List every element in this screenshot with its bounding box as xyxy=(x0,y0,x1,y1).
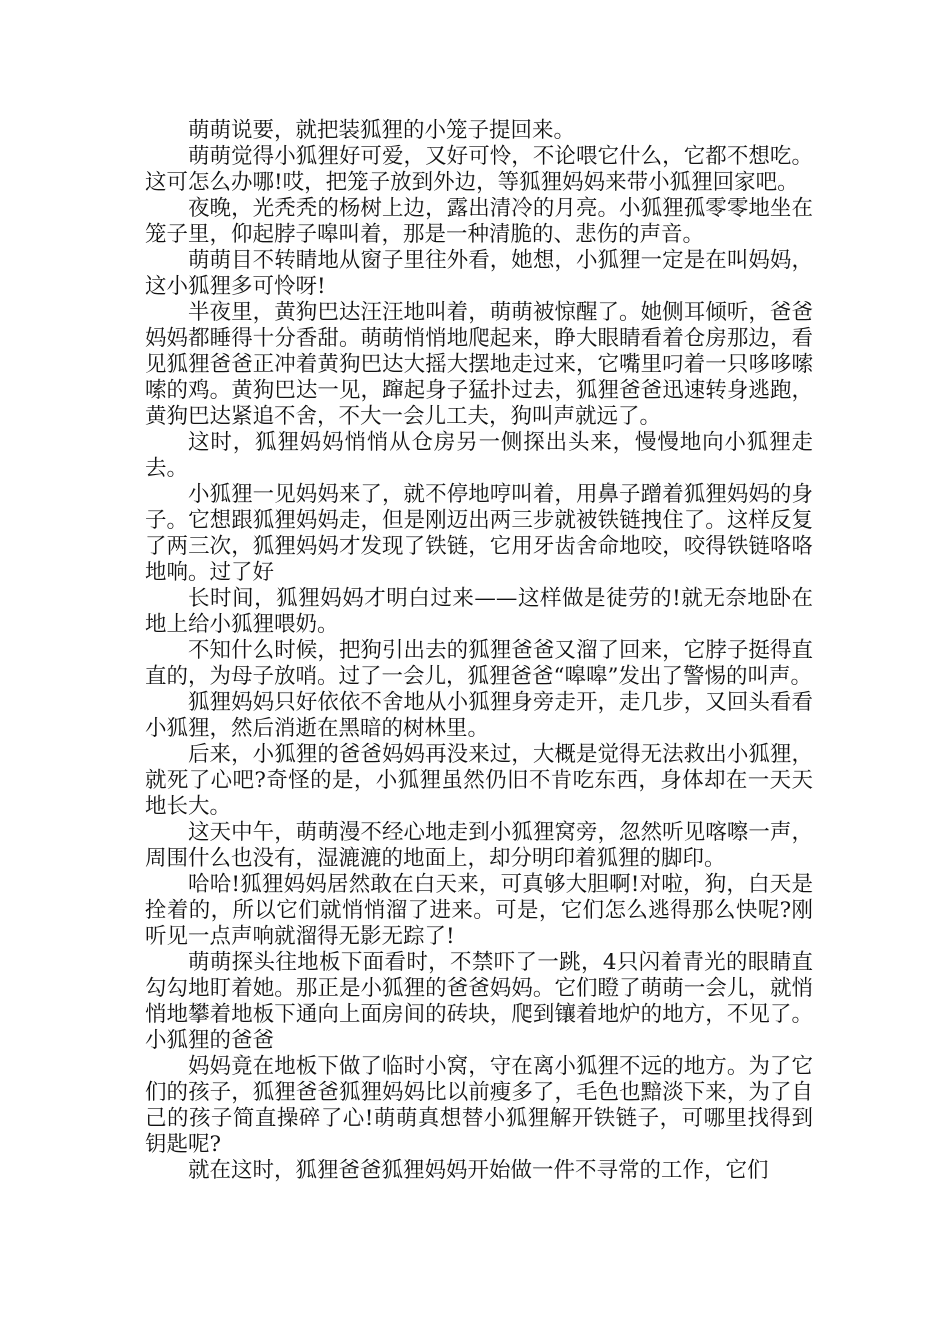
paragraph: 夜晚，光秃秃的杨树上边，露出清冷的月亮。小狐狸孤零零地坐在笼子里，仰起脖子嗥叫着，那是一种清脆的、悲伤的声音。 xyxy=(145,196,813,247)
paragraph: 萌萌说要，就把装狐狸的小笼子提回来。 xyxy=(188,118,576,143)
paragraph: 后来，小狐狸的爸爸妈妈再没来过，大概是觉得无法救出小狐狸，就死了心吧?奇怪的是，小狐狸虽然仍旧不肯吃东西，身体却在一天天地长大。 xyxy=(145,742,813,819)
paragraph: 萌萌探头往地板下面看时，不禁吓了一跳，4只闪着青光的眼睛直勾勾地盯着她。那正是小狐狸的爸爸妈妈。它们瞪了萌萌一会儿，就悄悄地攀着地板下通向上面房间的砖块，爬到镶着地炉的地方，不见了。小狐狸的爸爸 xyxy=(145,950,813,1053)
paragraph: 长时间，狐狸妈妈才明白过来——这样做是徒劳的!就无奈地卧在地上给小狐狸喂奶。 xyxy=(145,586,813,637)
paragraph: 小狐狸一见妈妈来了，就不停地哼叫着，用鼻子蹭着狐狸妈妈的身子。它想跟狐狸妈妈走，但是刚迈出两三步就被铁链拽住了。这样反复了两三次，狐狸妈妈才发现了铁链，它用牙齿舍命地咬，咬得铁链咯咯地响。过了好 xyxy=(145,482,813,585)
paragraph: 就在这时，狐狸爸爸狐狸妈妈开始做一件不寻常的工作，它们 xyxy=(188,1158,769,1183)
paragraph: 哈哈!狐狸妈妈居然敢在白天来，可真够大胆啊!对啦，狗，白天是拴着的，所以它们就悄悄溜了进来。可是，它们怎么逃得那么快呢?刚听见一点声响就溜得无影无踪了! xyxy=(145,872,813,949)
paragraph: 萌萌觉得小狐狸好可爱，又好可怜，不论喂它什么，它都不想吃。这可怎么办哪!哎，把笼子放到外边，等狐狸妈妈来带小狐狸回家吧。 xyxy=(145,144,813,195)
document-page xyxy=(145,118,813,1184)
paragraph: 不知什么时候，把狗引出去的狐狸爸爸又溜了回来，它脖子挺得直直的，为母子放哨。过了一会儿，狐狸爸爸“嗥嗥”发出了警惕的叫声。 xyxy=(145,638,813,689)
paragraph: 萌萌目不转睛地从窗子里往外看，她想，小狐狸一定是在叫妈妈，这小狐狸多可怜呀! xyxy=(145,248,813,299)
paragraph: 狐狸妈妈只好依依不舍地从小狐狸身旁走开，走几步，又回头看看小狐狸，然后消逝在黑暗的树林里。 xyxy=(145,690,813,741)
paragraph: 半夜里，黄狗巴达汪汪地叫着，萌萌被惊醒了。她侧耳倾听，爸爸妈妈都睡得十分香甜。萌萌悄悄地爬起来，睁大眼睛看着仓房那边，看见狐狸爸爸正冲着黄狗巴达大摇大摆地走过来，它嘴里叼着一只哆哆嗦嗦的鸡。黄狗巴达一见，蹿起身子猛扑过去，狐狸爸爸迅速转身逃跑，黄狗巴达紧追不舍，不大一会儿工夫，狗叫声就远了。 xyxy=(145,300,813,429)
paragraph: 这时，狐狸妈妈悄悄从仓房另一侧探出头来，慢慢地向小狐狸走去。 xyxy=(145,430,813,481)
paragraph: 这天中午，萌萌漫不经心地走到小狐狸窝旁，忽然听见喀嚓一声，周围什么也没有，湿漉漉的地面上，却分明印着狐狸的脚印。 xyxy=(145,820,813,871)
paragraph: 妈妈竟在地板下做了临时小窝，守在离小狐狸不远的地方。为了它们的孩子，狐狸爸爸狐狸妈妈比以前瘦多了，毛色也黯淡下来，为了自己的孩子简直操碎了心!萌萌真想替小狐狸解开铁链子，可哪里找得到钥匙呢? xyxy=(145,1054,813,1157)
